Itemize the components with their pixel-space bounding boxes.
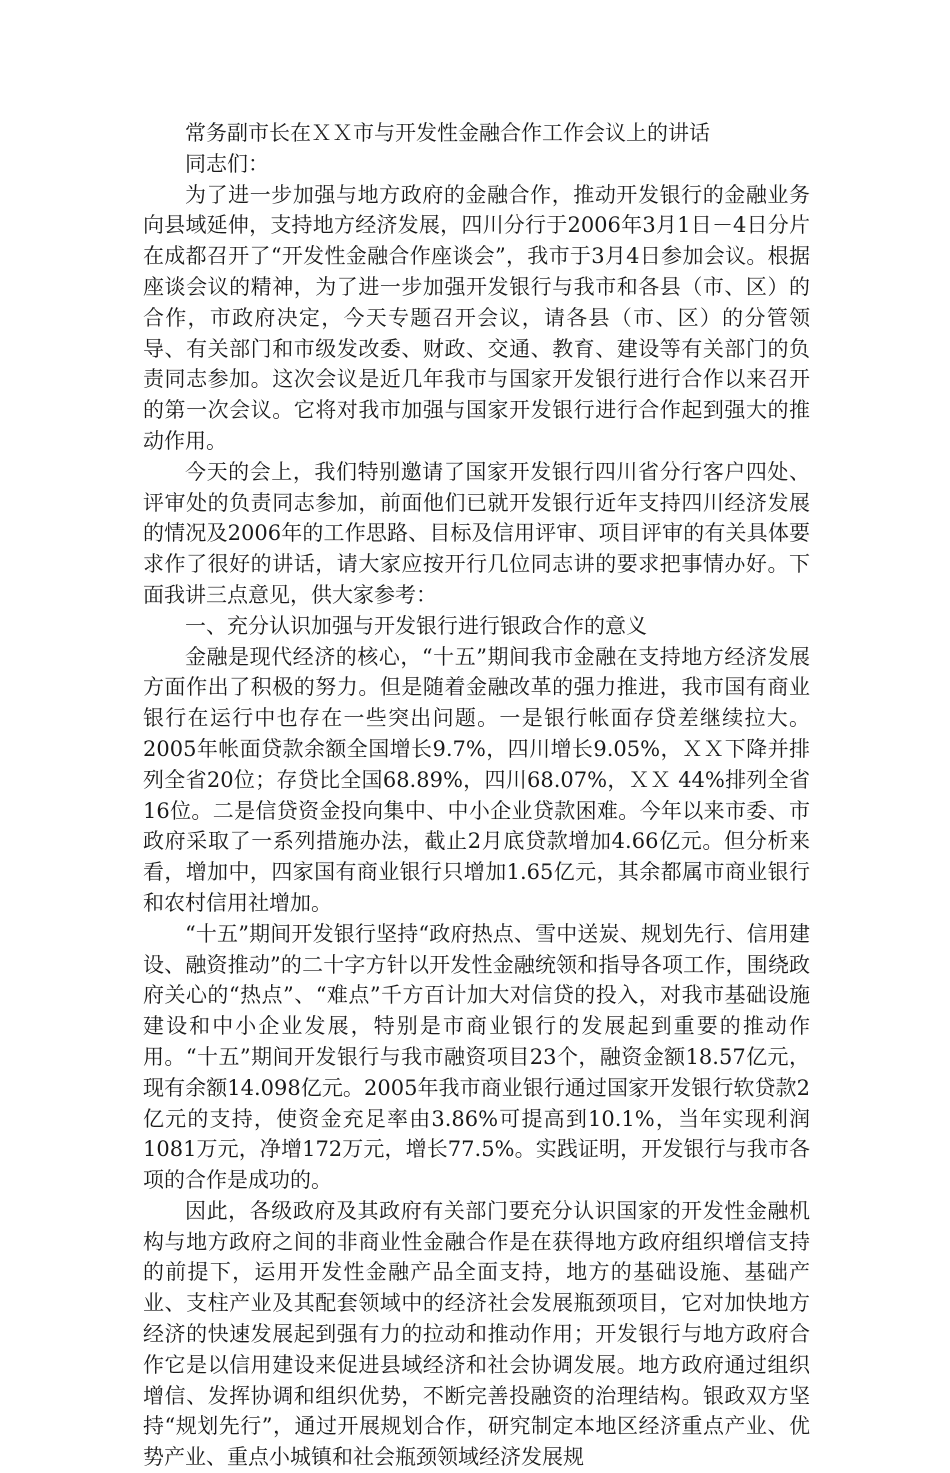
paragraph-3: 金融是现代经济的核心，“十五”期间我市金融在支持地方经济发展方面作出了积极的努力。但是随着金融改革的强力推进，我市国有商业银行在运行中也存在一些突出问题。一是银行帐面存贷差继续拉大。2005年帐面贷款余额全国增长9.7%，四川增长9.05%，ＸＸ下降并排列全省20位；存贷比全国68.89%，四川68.07%，ＸＸ 44%排列全省16位。二是信贷资金投向集中、中小企业贷款困难。今年以来市委、市政府采取了一系列措施办法，截止2月底贷款增加4.66亿元。但分析来看，增加中，四家国有商业银行只增加1.65亿元，其余都属市商业银行和农村信用社增加。 xyxy=(143,644,810,915)
paragraph-1: 为了进一步加强与地方政府的金融合作，推动开发银行的金融业务向县域延伸，支持地方经济发展，四川分行于2006年3月1日－4日分片在成都召开了“开发性金融合作座谈会”，我市于3月4日参加会议。根据座谈会议的精神，为了进一步加强开发银行与我市和各县（市、区）的合作，市政府决定，今天专题召开会议，请各县（市、区）的分管领导、有关部门和市级发改委、财政、交通、教育、建设等有关部门的负责同志参加。这次会议是近几年我市与国家开发银行进行合作以来召开的第一次会议。它将对我市加强与国家开发银行进行合作起到强大的推动作用。 xyxy=(143,182,810,453)
document-title: 常务副市长在ＸＸ市与开发性金融合作工作会议上的讲话 xyxy=(185,121,710,145)
paragraph-4: “十五”期间开发银行坚持“政府热点、雪中送炭、规划先行、信用建设、融资推动”的二十字方针以开发性金融统领和指导各项工作，围绕政府关心的“热点”、“难点”千方百计加大对信贷的投入，对我市基础设施建设和中小企业发展，特别是市商业银行的发展起到重要的推动作用。“十五”期间开发银行与我市融资项目23个，融资金额18.57亿元，现有余额14.098亿元。2005年我市商业银行通过国家开发银行软贷款2亿元的支持，使资金充足率由3.86%可提高到10.1%，当年实现利润1081万元，净增172万元，增长77.5%。实践证明，开发银行与我市各项的合作是成功的。 xyxy=(143,921,810,1193)
paragraph-2: 今天的会上，我们特别邀请了国家开发银行四川省分行客户四处、评审处的负责同志参加，前面他们已就开发银行近年支持四川经济发展的情况及2006年的工作思路、目标及信用评审、项目评审的有关具体要求作了很好的讲话，请大家应按开行几位同志讲的要求把事情办好。下面我讲三点意见，供大家参考： xyxy=(143,459,810,607)
salutation: 同志们： xyxy=(185,151,269,176)
section-heading-1: 一、充分认识加强与开发银行进行银政合作的意义 xyxy=(185,613,647,638)
document-page xyxy=(143,118,810,1473)
paragraph-5: 因此，各级政府及其政府有关部门要充分认识国家的开发性金融机构与地方政府之间的非商业性金融合作是在获得地方政府组织增信支持的前提下，运用开发性金融产品全面支持，地方的基础设施、基础产业、支柱产业及其配套领域中的经济社会发展瓶颈项目，它对加快地方经济的快速发展起到强有力的拉动和推动作用；开发银行与地方政府合作它是以信用建设来促进县域经济和社会协调发展。地方政府通过组织增信、发挥协调和组织优势，不断完善投融资的治理结构。银政双方坚持“规划先行”，通过开展规划合作，研究制定本地区经济重点产业、优势产业、重点小城镇和社会瓶颈领域经济发展规 xyxy=(143,1198,810,1470)
